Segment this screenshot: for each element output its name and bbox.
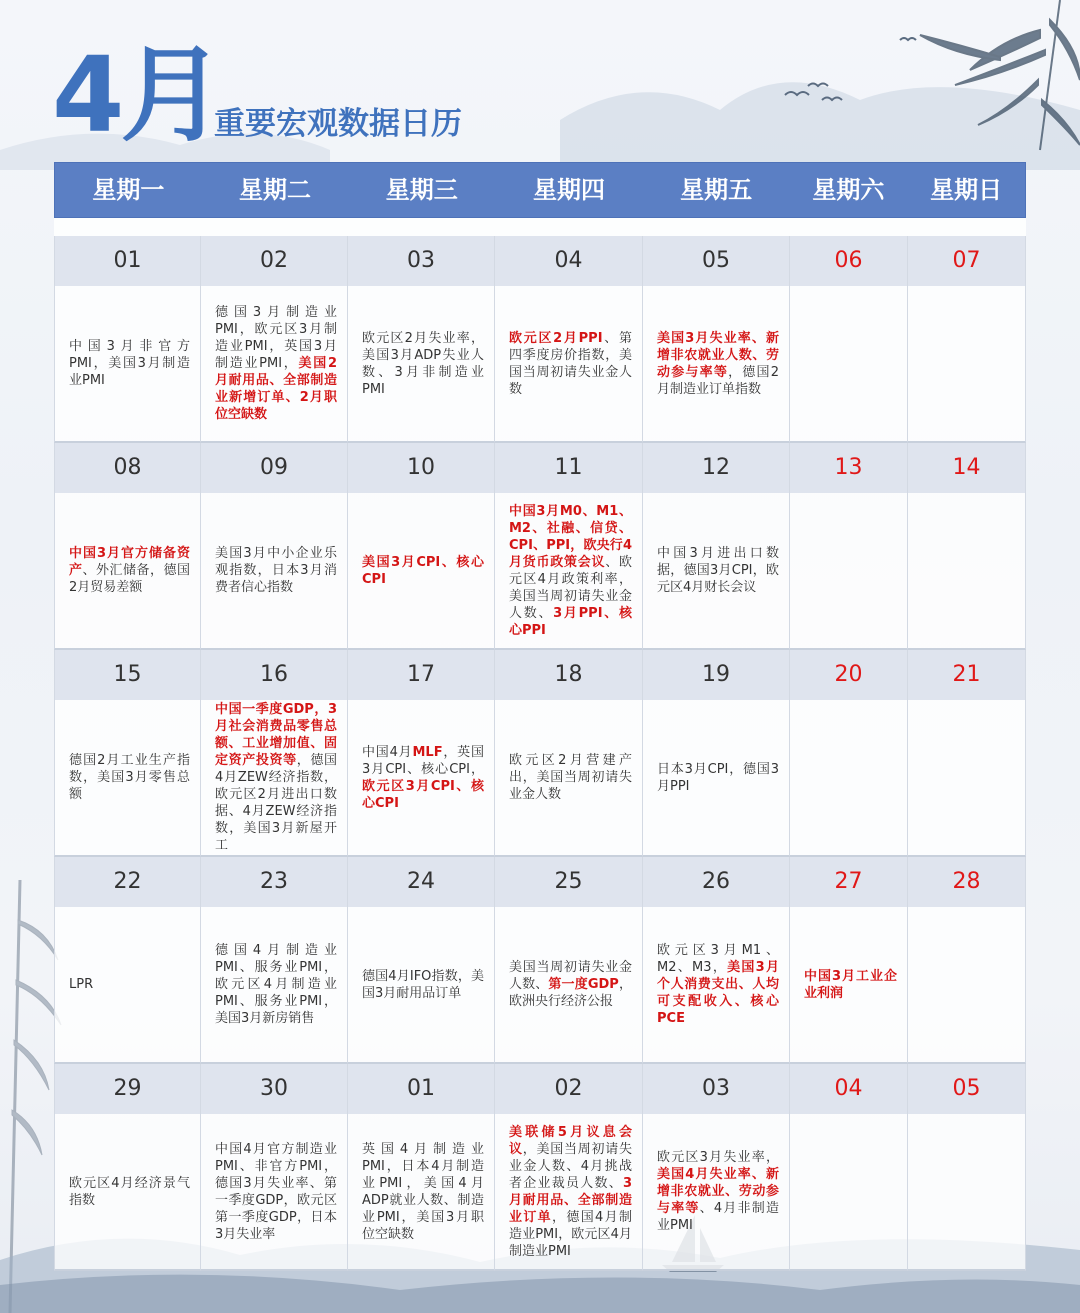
event-text	[215, 942, 337, 1027]
day-events	[643, 700, 789, 855]
day-events	[348, 286, 494, 441]
calendar-day-cell	[908, 236, 1026, 443]
calendar-weeks	[54, 236, 1026, 1271]
day-number: 15	[55, 650, 200, 700]
calendar-day-cell	[908, 1064, 1026, 1271]
event: 中国3月进出口数据，德国3月CPI，欧元区4月财长会议	[657, 546, 779, 595]
day-events	[55, 1114, 200, 1269]
event: 德国4月IFO指数，美国3月耐用品订单	[362, 968, 484, 1001]
day-number: 05	[908, 1064, 1025, 1114]
event: 中国4月	[362, 744, 413, 760]
event-text	[509, 330, 632, 398]
weekday-tuesday: 星期二	[239, 176, 312, 204]
day-events	[643, 1114, 789, 1269]
highlighted-event: 中国一季度GDP，3月社会消费品零售总额、工业增加值、固定资产投资等	[215, 702, 337, 768]
highlighted-event: MLF	[412, 744, 443, 760]
highlighted-event: 中国3月官方储备资产	[69, 546, 190, 578]
day-number: 20	[790, 650, 907, 700]
weekday-saturday: 星期六	[812, 176, 885, 204]
event: 德国3月制造业PMI，欧元区3月制造业PMI，英国3月制造业PMI，	[215, 305, 337, 371]
event-text	[804, 968, 897, 1002]
day-number: 10	[348, 443, 494, 493]
calendar-day-cell	[643, 650, 790, 857]
highlighted-event: 美国3月失业率、新增非农就业人数、劳动参与率等	[657, 330, 779, 380]
calendar-day-cell	[643, 443, 790, 650]
highlighted-event: 欧元区3月CPI、核心CPI	[362, 778, 484, 811]
day-number: 07	[908, 236, 1025, 286]
calendar-day-cell	[201, 236, 348, 443]
calendar-day-cell	[54, 857, 201, 1064]
page-subtitle: 重要宏观数据日历	[214, 106, 462, 142]
event: 欧元区3月M1、M2、M3，	[657, 943, 779, 975]
day-number: 13	[790, 443, 907, 493]
event: 德国4月制造业PMI、服务业PMI，欧元区4月制造业PMI、服务业PMI，美国3月新房销售	[215, 943, 337, 1026]
calendar-day-cell	[643, 236, 790, 443]
weekday-monday: 星期一	[92, 176, 165, 204]
day-number: 17	[348, 650, 494, 700]
event: 、欧元区4月政策利率，美国当周初请失业金人数、	[509, 554, 632, 621]
header-gap	[54, 218, 1026, 236]
event: ，德国4月制造业PMI，欧元区4月制造业PMI	[509, 1209, 632, 1259]
day-events	[201, 1114, 347, 1269]
day-number: 27	[790, 857, 907, 907]
calendar-day-cell	[495, 857, 643, 1064]
weekday-thursday: 星期四	[532, 176, 605, 204]
highlighted-event: 美国2月耐用品、全部制造业新增订单、2月职位空缺数	[215, 356, 338, 422]
event: 中国3月非官方PMI，美国3月制造业PMI	[69, 339, 190, 388]
event-text	[362, 1141, 484, 1243]
event: 英国4月制造业PMI，日本4月制造业PMI，美国4月ADP就业人数、制造业PMI，美国3月职位空缺数	[362, 1141, 484, 1242]
day-number: 01	[348, 1064, 494, 1114]
event: 中国4月官方制造业PMI、非官方PMI，德国3月失业率、第一季度GDP，欧元区第一季度GDP，日本3月失业率	[215, 1141, 337, 1242]
day-events	[348, 1114, 494, 1269]
day-events	[908, 700, 1025, 855]
day-number: 18	[495, 650, 642, 700]
event: ，英国3月CPI、核心CPI，	[362, 744, 484, 777]
day-number: 30	[201, 1064, 347, 1114]
day-events	[643, 907, 789, 1062]
day-number: 01	[55, 236, 200, 286]
highlighted-event: 美国3月个人消费支出、人均可支配收入、核心PCE	[657, 960, 779, 1026]
calendar-day-cell	[495, 650, 643, 857]
highlighted-event: 3月耐用品、全部制造业订单	[509, 1175, 632, 1225]
day-number: 26	[643, 857, 789, 907]
weekday-wednesday: 星期三	[385, 176, 458, 204]
day-number: 06	[790, 236, 907, 286]
calendar-day-cell	[201, 650, 348, 857]
calendar-day-cell	[54, 236, 201, 443]
calendar-day-cell	[908, 857, 1026, 1064]
day-number: 08	[55, 443, 200, 493]
highlighted-event: 美联储5月议息会议	[509, 1124, 632, 1157]
month-title: 4月	[52, 34, 221, 156]
day-events	[201, 907, 347, 1062]
calendar-day-cell	[908, 443, 1026, 650]
day-events	[495, 907, 642, 1062]
event-text	[362, 330, 484, 398]
day-number: 12	[643, 443, 789, 493]
calendar-day-cell	[201, 443, 348, 650]
event-text	[362, 968, 484, 1002]
calendar-day-cell	[348, 650, 495, 857]
day-events	[55, 286, 200, 441]
day-events	[348, 493, 494, 648]
day-events	[643, 493, 789, 648]
event-text	[509, 959, 632, 1010]
event-text	[69, 752, 190, 803]
calendar-day-cell	[790, 1064, 908, 1271]
day-number: 22	[55, 857, 200, 907]
day-events	[55, 907, 200, 1062]
day-number: 11	[495, 443, 642, 493]
calendar-day-cell	[790, 236, 908, 443]
day-events	[201, 700, 347, 855]
day-events	[55, 493, 200, 648]
calendar-day-cell	[348, 1064, 495, 1271]
event: 、外汇储备，德国2月贸易差额	[69, 563, 190, 595]
event: 欧元区2月失业率，美国3月ADP失业人数、3月非制造业PMI	[362, 330, 484, 397]
event: 德国2月工业生产指数，美国3月零售总额	[69, 753, 190, 802]
event: ，德国2月制造业订单指数	[657, 364, 779, 397]
day-number: 29	[55, 1064, 200, 1114]
day-number: 25	[495, 857, 642, 907]
highlighted-event: 美国4月失业率、新增非农就业、劳动参与率等	[657, 1167, 779, 1216]
event-text	[69, 545, 190, 596]
calendar-day-cell	[201, 1064, 348, 1271]
calendar-day-cell	[348, 236, 495, 443]
day-events	[790, 700, 907, 855]
event-text	[657, 1149, 779, 1234]
day-events	[908, 1114, 1025, 1269]
day-events	[348, 700, 494, 855]
event-text	[215, 304, 337, 423]
day-events	[495, 1114, 642, 1269]
day-events	[55, 700, 200, 855]
calendar-day-cell	[348, 857, 495, 1064]
event: ，德国4月ZEW经济指数，欧元区2月进出口数据、4月ZEW经济指数，美国3月新屋开工	[215, 753, 337, 853]
highlighted-event: 3月PPI、核心PPI	[509, 605, 632, 638]
day-number: 05	[643, 236, 789, 286]
event: 欧元区4月经济景气指数	[69, 1175, 190, 1208]
event-text	[69, 976, 93, 993]
event: 欧元区2月营建产出，美国当周初请失业金人数	[509, 753, 632, 802]
day-number: 21	[908, 650, 1025, 700]
calendar-day-cell	[54, 443, 201, 650]
calendar-day-cell	[495, 236, 643, 443]
event-text	[362, 554, 484, 588]
event-text	[509, 1124, 632, 1260]
calendar-day-cell	[54, 1064, 201, 1271]
day-events	[201, 286, 347, 441]
event: 美国当周初请失业金人数、	[509, 960, 632, 992]
calendar-day-cell	[790, 443, 908, 650]
event-text	[509, 503, 632, 639]
event-text	[657, 330, 779, 398]
day-number: 04	[495, 236, 642, 286]
calendar-day-cell	[643, 1064, 790, 1271]
event-text	[657, 761, 779, 795]
day-number: 04	[790, 1064, 907, 1114]
calendar-day-cell	[201, 857, 348, 1064]
day-events	[908, 907, 1025, 1062]
event-text	[69, 338, 190, 389]
day-events	[495, 700, 642, 855]
event-text	[69, 1175, 190, 1209]
event: 日本3月CPI，德国3月PPI	[657, 761, 779, 794]
event: 欧元区3月失业率，	[657, 1150, 779, 1165]
calendar-day-cell	[54, 650, 201, 857]
highlighted-event: 美国3月CPI、核心CPI	[362, 554, 484, 587]
event-text	[509, 752, 632, 803]
event-text	[215, 701, 337, 854]
event-text	[215, 1141, 337, 1243]
day-number: 02	[495, 1064, 642, 1114]
day-number: 23	[201, 857, 347, 907]
day-number: 14	[908, 443, 1025, 493]
event-text	[362, 744, 484, 812]
highlighted-event: 第一度GDP	[548, 977, 619, 992]
day-events	[495, 493, 642, 648]
calendar-week-row	[54, 650, 1026, 857]
event: ，欧洲央行经济公报	[509, 977, 632, 1009]
highlighted-event: 欧元区2月PPI	[509, 330, 603, 346]
calendar-day-cell	[790, 857, 908, 1064]
day-number: 24	[348, 857, 494, 907]
event: ，美国当周初请失业金人数、4月挑战者企业裁员人数、	[509, 1141, 632, 1191]
day-events	[790, 493, 907, 648]
calendar-day-cell	[495, 443, 643, 650]
day-events	[643, 286, 789, 441]
calendar-grid	[54, 162, 1026, 1271]
day-number: 28	[908, 857, 1025, 907]
day-number: 02	[201, 236, 347, 286]
day-events	[790, 1114, 907, 1269]
calendar-week-row	[54, 443, 1026, 650]
day-number: 16	[201, 650, 347, 700]
event-text	[657, 545, 779, 596]
day-events	[908, 493, 1025, 648]
calendar-day-cell	[908, 650, 1026, 857]
weekday-header-row	[54, 162, 1026, 218]
calendar-day-cell	[790, 650, 908, 857]
event: 美国3月中小企业乐观指数，日本3月消费者信心指数	[215, 546, 337, 595]
day-events	[348, 907, 494, 1062]
day-events	[790, 907, 907, 1062]
day-number: 03	[643, 1064, 789, 1114]
calendar-day-cell	[348, 443, 495, 650]
day-number: 09	[201, 443, 347, 493]
calendar-week-row	[54, 236, 1026, 443]
event-text	[215, 545, 337, 596]
calendar-week-row	[54, 1064, 1026, 1271]
day-events	[201, 493, 347, 648]
day-events	[790, 286, 907, 441]
calendar-day-cell	[495, 1064, 643, 1271]
day-number: 03	[348, 236, 494, 286]
event-text	[657, 942, 779, 1027]
event: 、4月非制造业PMI	[657, 1201, 779, 1233]
event: 、第四季度房价指数，美国当周初请失业金人数	[509, 330, 632, 397]
calendar-week-row	[54, 857, 1026, 1064]
day-number: 19	[643, 650, 789, 700]
weekday-friday: 星期五	[680, 176, 753, 204]
calendar-day-cell	[643, 857, 790, 1064]
highlighted-event: 中国3月工业企业利润	[804, 968, 897, 1001]
day-events	[908, 286, 1025, 441]
weekday-sunday: 星期日	[930, 176, 1003, 204]
highlighted-event: 中国3月M0、M1、M2、社融、信贷、CPI、PPI，欧央行4月货币政策会议	[509, 503, 632, 570]
day-events	[495, 286, 642, 441]
event: LPR	[69, 977, 94, 992]
